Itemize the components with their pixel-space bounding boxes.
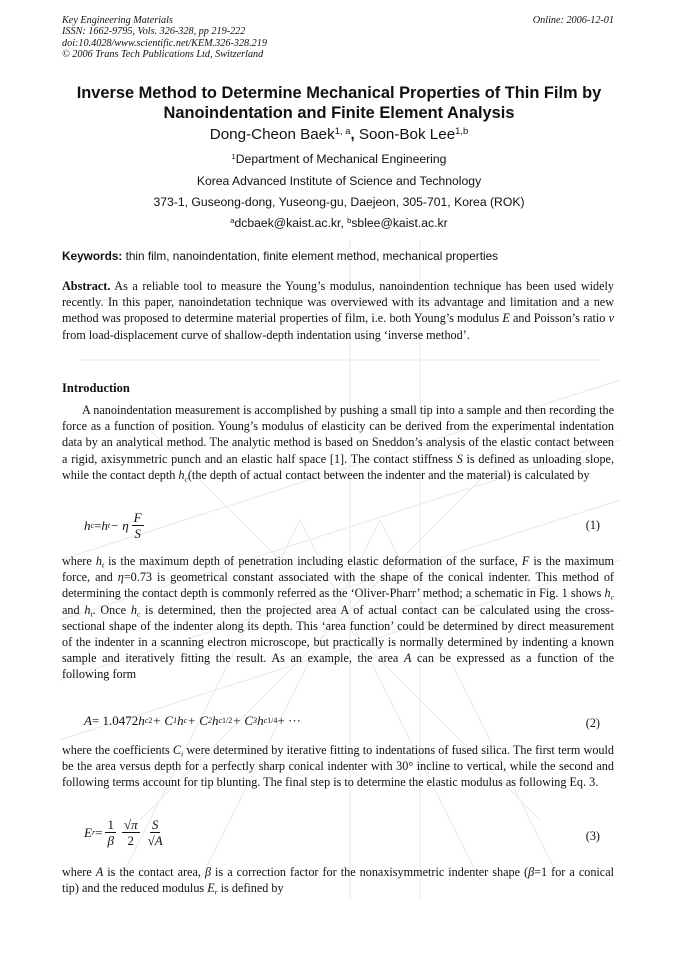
p4-symbol-beta: β — [204, 865, 212, 879]
paper-title-line1: Inverse Method to Determine Mechanical Properties of Thin Film by — [76, 84, 602, 102]
eq3-f3-num: S — [151, 817, 159, 832]
eq1-minus-eta: − η — [110, 517, 129, 533]
intro-symbol-S: S — [456, 451, 463, 466]
paragraph-3 — [62, 742, 614, 791]
p4-text-2: is the contact area, — [103, 865, 205, 879]
p4-text-4: =1 for a conical tip) and the reduced modulus — [62, 865, 615, 896]
journal-header — [62, 15, 267, 61]
email-b[interactable]: sblee@kaist.ac.kr — [351, 216, 448, 230]
p2-symbol-eta: η — [117, 570, 124, 585]
affiliation-dept — [0, 152, 678, 166]
eq3-fraction-1 — [105, 817, 116, 848]
p2-text-2: is the maximum depth of penetration including elastic deformation of the surface, — [104, 554, 522, 568]
abstract-symbol-nu: ν — [608, 311, 614, 326]
eq3-f2-num: √π — [123, 817, 138, 832]
keywords-label: Keywords: — [62, 249, 123, 263]
intro-symbol-hc: h — [178, 467, 185, 482]
abstract-text-2: and Poisson’s ratio — [509, 311, 609, 326]
p2-symbol-A: A — [403, 651, 412, 666]
eq2-A: A — [84, 713, 92, 728]
intro-text-3: (the depth of actual contact between the indenter and the material) is calculated by — [187, 467, 590, 482]
email-a[interactable]: dcbaek@kaist.ac.kr, — [234, 216, 348, 230]
eq1-equals: = — [94, 517, 102, 533]
p2-text-4: =0.73 is geometrical constant associated with the shape of the conical indenter. This method of determining the contact depth is commonly referred as the ‘Oliver-Pharr’ method; a schematic in Fig. 1 shows — [62, 570, 614, 601]
eq2-tail: + ··· — [277, 713, 302, 728]
eq1-fraction — [132, 510, 144, 541]
paragraph-4 — [62, 864, 614, 896]
p4-symbol-Er: E — [207, 881, 215, 896]
eq3-lhs: E — [84, 824, 92, 840]
paper-title — [50, 83, 628, 123]
eq1-numerator: F — [133, 510, 142, 525]
journal-issn: ISSN: 1662-9795, Vols. 326-328, pp 219-222 — [62, 26, 246, 38]
journal-doi[interactable]: doi:10.4028/www.scientific.net/KEM.326-328.219 — [62, 37, 267, 49]
p2-text-8: can be expressed as a function of the following form — [62, 651, 614, 682]
intro-paragraph-1 — [62, 402, 614, 483]
abstract-symbol-E: E — [502, 311, 510, 326]
eq2-c1-h: h — [177, 713, 184, 728]
abstract-label: Abstract. — [62, 279, 111, 293]
equation-3: E r = $\frac{1}{\beta}$ $\frac{√\pi}{2}$ $\frac{S}{√A}$ — [84, 817, 163, 848]
equation-2: A = 1.0472 h c 2 + C 1 h c + C 2 h c 1/2 + C 3 h c 1/4 + ··· — [84, 713, 302, 728]
eq2-c2-h: h — [211, 713, 219, 728]
affiliation-address: 373-1, Guseong-dong, Yuseong-gu, Daejeon, 305-701, Korea (ROK) — [153, 195, 525, 209]
p2-symbol-hc-2: h — [130, 602, 137, 617]
journal-copyright: © 2006 Trans Tech Publications Ltd, Switzerland — [62, 49, 264, 61]
eq3-f2-den: 2 — [127, 833, 135, 848]
author-sep: , — [350, 126, 359, 143]
p4-text-5: is defined by — [217, 881, 284, 896]
p2-symbol-hc-1: h — [604, 586, 611, 601]
p2-text-7: is determined, then the projected area A of actual contact can be calculated using the cross-sectional shape of the indenter along its depth. This ‘area function’ could be determined by direct measurement of the indenter in a scanning electron microscope, but practically is normally determined by indenting a known sample and iteratively fitting the result. As an example, the area — [62, 602, 614, 666]
email-b-sup: b — [347, 215, 352, 225]
p4-symbol-beta-2: β — [528, 865, 535, 879]
eq3-fraction-3 — [146, 817, 165, 848]
equation-1-number: (1) — [585, 518, 600, 532]
author-emails — [0, 216, 678, 230]
p4-text-1: where — [62, 865, 96, 879]
equation-1: h c = h t − η $\frac{F}{S}$ — [84, 510, 142, 541]
p4-text-3: is a correction factor for the nonaxisymmetric indenter shape ( — [211, 865, 529, 879]
p3-text-1: where the coefficients — [62, 743, 173, 757]
eq3-equals: = — [95, 824, 103, 840]
p3-text-2: were determined by iterative fitting to indentations of fused silica. The first term would be the area versus depth for a perfectly sharp conical indenter with 30° incline to vertical, while the second and following terms account for tip blunting. The final step is to determine the elastic modulus as following Eq. 3. — [62, 743, 614, 790]
eq3-f1-num: 1 — [107, 817, 114, 832]
affiliation-sup: 1 — [231, 151, 236, 161]
section-heading-introduction: Introduction — [62, 381, 130, 395]
abstract — [62, 278, 614, 343]
intro-symbol-hc-sub: c — [184, 474, 188, 484]
author-2: Soon-Bok Lee — [358, 126, 456, 143]
p2-symbol-ht: h — [95, 554, 102, 568]
p3-symbol-C-sub: i — [181, 749, 184, 759]
eq1-lhs: h — [84, 517, 91, 533]
affiliation-institute: Korea Advanced Institute of Science and Technology — [196, 174, 482, 188]
eq2-c1: + C — [152, 713, 174, 728]
author-2-sup: 1,b — [455, 124, 469, 136]
online-date: Online: 2006-12-01 — [532, 15, 614, 26]
p2-text-1: where — [62, 554, 96, 568]
abstract-text-1: As a reliable tool to measure the Young’s modulus, nanoindention technique has been used widely recently. In this paper, nanoindetation technique was overviewed with its advantage and limitation and a new method was proposed to determine material properties of film, i.e. both Young’s modulus — [62, 279, 614, 326]
p2-text-3: is the maximum force, and — [62, 554, 614, 585]
p2-text-6: . Once — [92, 602, 131, 617]
equation-3-number: (3) — [585, 829, 600, 843]
abstract-text-3: from load-displacement curve of shallow-depth indentation using ‘inverse method’. — [62, 327, 470, 342]
p2-symbol-hc-2-sub: c — [136, 608, 141, 618]
eq1-ht: h — [101, 517, 108, 533]
eq2-c3-h: h — [257, 713, 264, 728]
eq2-h: h — [138, 713, 145, 728]
author-1: Dong-Cheon Baek — [209, 126, 335, 143]
authors-line — [0, 126, 678, 143]
p3-symbol-C: C — [172, 743, 182, 757]
intro-text-1: A nanoindentation measurement is accomplished by pushing a small tip into a sample and then recording the force as a function of position. Young’s modulus of elasticity can be derived from the experimental indentation data by an analytical method. The analytic method is based on Sneddon’s analysis of the elastic contact between a rigid, axisymmetric punch and an elastic half space [1]. The contact stiffness — [62, 403, 614, 466]
p2-symbol-ht-2: h — [84, 602, 91, 617]
p4-symbol-A: A — [95, 865, 104, 879]
journal-name: Key Engineering Materials — [62, 15, 173, 26]
author-1-sup: 1, a — [334, 124, 351, 136]
p2-text-5: and — [62, 602, 85, 617]
email-a-sup: a — [230, 215, 235, 225]
eq2-coef: = 1.0472 — [91, 713, 139, 728]
p2-symbol-F: F — [521, 554, 530, 568]
p4-symbol-Er-sub: r — [214, 887, 218, 897]
eq2-c2: + C — [187, 713, 208, 728]
p2-symbol-ht-2-sub: t — [90, 608, 93, 618]
p2-symbol-ht-sub: t — [101, 560, 105, 570]
eq3-f1-den: β — [107, 833, 114, 848]
eq2-c3: + C — [232, 713, 254, 728]
keywords-text: thin film, nanoindentation, finite element method, mechanical properties — [122, 249, 499, 263]
paragraph-2 — [62, 553, 614, 683]
eq3-f3-den: √A — [147, 833, 163, 848]
p2-symbol-hc-1-sub: c — [610, 592, 614, 602]
intro-text-2: is defined as unloading slope, while the contact depth — [62, 451, 614, 482]
eq1-denominator: S — [134, 526, 141, 541]
affiliation-dept-text: Department of Mechanical Engineering — [235, 152, 447, 166]
equation-2-number: (2) — [585, 716, 600, 730]
eq3-fraction-2 — [122, 817, 140, 848]
paper-title-line2: Nanoindentation and Finite Element Analysis — [163, 104, 515, 122]
keywords — [62, 249, 622, 263]
